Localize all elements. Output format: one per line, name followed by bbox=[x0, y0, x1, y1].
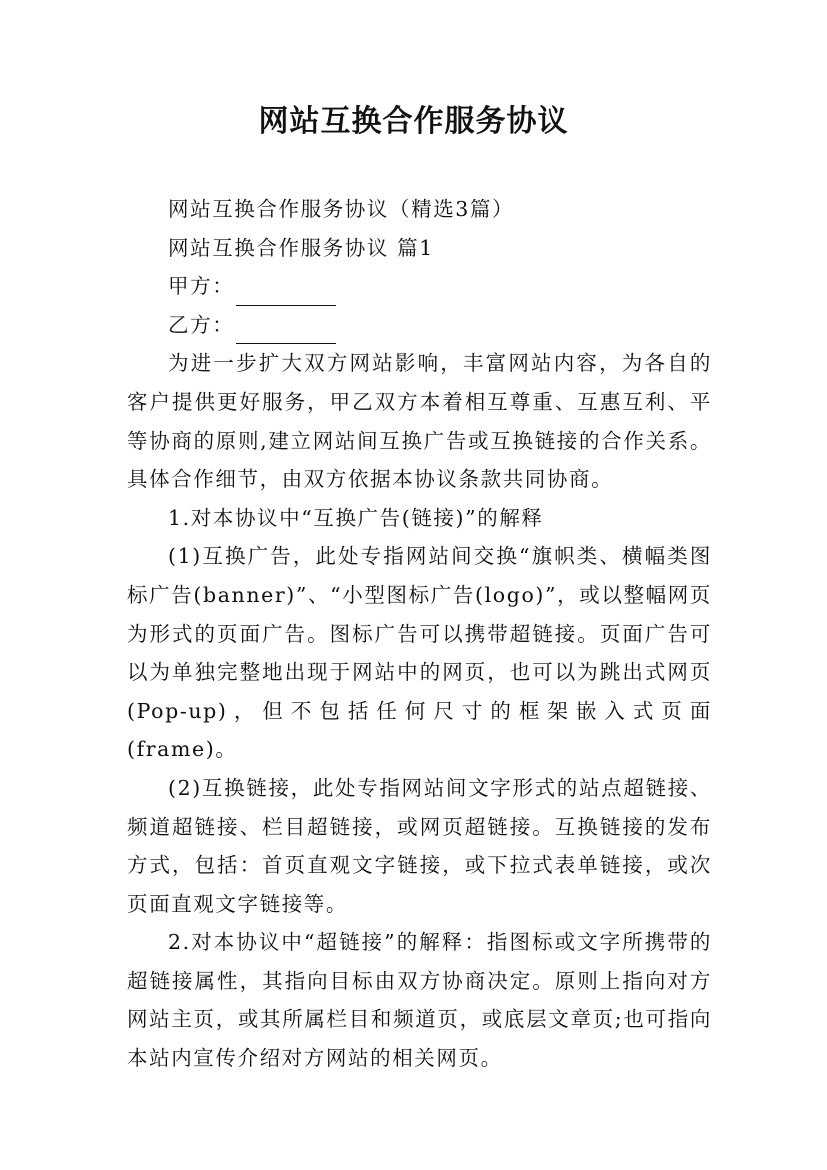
clause-2: 2.对本协议中“超链接”的解释：指图标或文字所携带的超链接属性，其指向目标由双方协商决定。原则上指向对方网站主页，或其所属栏目和频道页，或底层文章页;也可指向本站内宣传介绍对方网站的相关网页。 bbox=[127, 930, 712, 1071]
document-title: 网站互换合作服务协议 bbox=[258, 104, 569, 139]
party-a-label: 甲方： bbox=[168, 274, 235, 299]
clause-1-item-1: (1)互换广告，此处专指网站间交换“旗帜类、横幅类图标广告(banner)”、“小型图标广告(logo)”，或以整幅网页为形式的页面广告。图标广告可以携带超链接。页面广告可以为单独完整地出现于网站中的网页，也可以为跳出式网页(Pop-up)，但不包括任何尺寸的框架嵌入式页面(frame)。 bbox=[127, 544, 712, 762]
party-b-line bbox=[127, 306, 712, 345]
document-body bbox=[127, 190, 712, 1078]
paragraph-intro: 为进一步扩大双方网站影响，丰富网站内容，为各自的客户提供更好服务，甲乙双方本着相互尊重、互惠互利、平等协商的原则,建立网站间互换广告或互换链接的合作关系。具体合作细节，由双方依据本协议条款共同协商。 bbox=[127, 351, 712, 492]
party-b-label: 乙方： bbox=[168, 312, 235, 337]
clause-1-item-2: (2)互换链接，此处专指网站间文字形式的站点超链接、频道超链接、栏目超链接，或网页超链接。互换链接的发布方式，包括：首页直观文字链接，或下拉式表单链接，或次页面直观文字链接等。 bbox=[127, 775, 712, 916]
document-subtitle: 网站互换合作服务协议（精选3篇） bbox=[168, 197, 515, 221]
party-a-line bbox=[127, 267, 712, 306]
section-heading: 网站互换合作服务协议 篇1 bbox=[168, 235, 434, 260]
party-a-blank bbox=[236, 279, 336, 306]
clause-1-heading: 1.对本协议中“互换广告(链接)”的解释 bbox=[168, 505, 544, 530]
party-b-blank bbox=[236, 317, 336, 344]
